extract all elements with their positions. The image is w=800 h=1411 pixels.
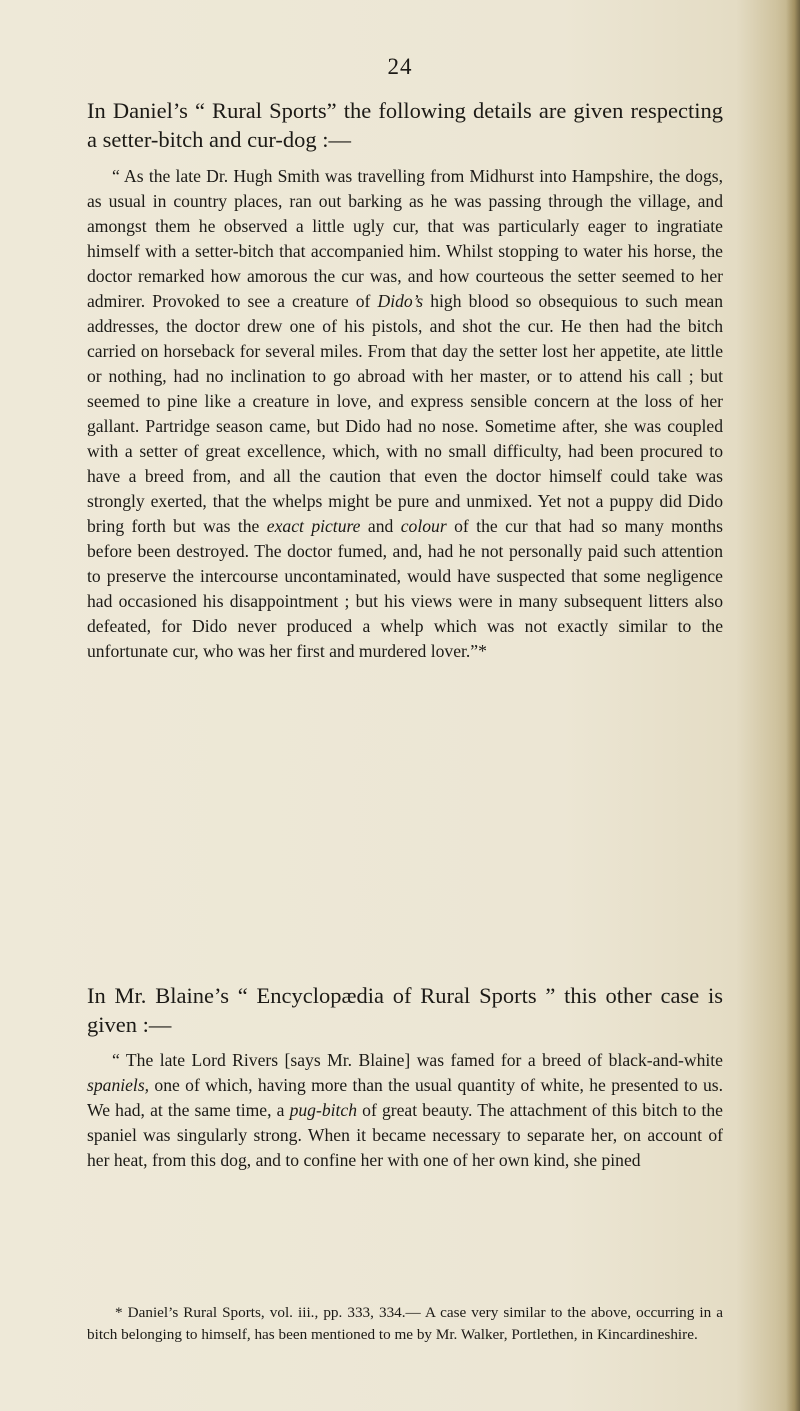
footnote: * Daniel’s Rural Sports, vol. iii., pp. 333, 334.— A case very similar to the above, occurring in a bitch belonging to himself, has been mentioned to me by Mr. Walker, Portlethen, in Kincardineshire. bbox=[87, 1304, 723, 1343]
quote-text: and bbox=[360, 516, 401, 536]
quote-text: of the cur that had so many months before been destroyed. The doctor fumed, and, had he not personally paid such attention to preserve the intercourse uncontaminated, would have suspected that some negligence had occasioned his disappointment ; but his views were in many subsequent litters also defeated, for Dido never produced a whelp which was not exactly similar to the unfortunate cur, who was her first and murdered lover.”* bbox=[87, 516, 723, 661]
quote-italic-text: pug-bitch bbox=[289, 1100, 358, 1120]
quote-italic-text: colour bbox=[400, 516, 447, 536]
quote-text: “ As the late Dr. Hugh Smith was travelling from Midhurst into Hampshire, the dogs, as usual in country places, ran out barking as he was passing through the village, and amongst them he observed a little ugly cur, that was particularly eager to ingratiate himself with a setter-bitch that accompanied him. Whilst stopping to water his horse, the doctor remarked how amorous the cur was, and how courteous the setter seemed to her admirer. Provoked to see a creature of bbox=[87, 166, 723, 311]
intro-paragraph-daniel: In Daniel’s “ Rural Sports” the following details are given respecting a setter-bitch and cur-dog :— bbox=[87, 98, 723, 152]
quote-text: “ The late Lord Rivers [says Mr. Blaine] was famed for a breed of black-and-white bbox=[112, 1050, 723, 1070]
quote-text: of great beauty. The attachment of this bitch to the spaniel was singularly strong. When it became necessary to separate her, on account of her heat, from this dog, and to confine her with one of her own kind, she pined bbox=[87, 1100, 723, 1170]
quote-italic-text: spaniels, bbox=[87, 1075, 150, 1095]
quote-paragraph-rivers bbox=[87, 1048, 723, 1173]
page-number: 24 bbox=[387, 54, 413, 79]
intro-paragraph-blaine: In Mr. Blaine’s “ Encyclopædia of Rural Sports ” this other case is given :— bbox=[87, 983, 723, 1037]
quote-italic-text: exact picture bbox=[266, 516, 361, 536]
quote-paragraph-dido bbox=[87, 164, 723, 664]
quote-italic-text: Dido’s bbox=[377, 291, 424, 311]
quote-text: high blood so obsequious to such mean addresses, the doctor drew one of his pistols, and shot the cur. He then had the bitch carried on horseback for several miles. From that day the setter lost her appetite, ate little or nothing, had no inclination to go abroad with her master, or to attend his call ; but seemed to pine like a creature in love, and express sensible concern at the loss of her gallant. Partridge season came, but Dido had no nose. Sometime after, she was coupled with a setter of great excellence, which, with no small difficulty, had been procured to have a breed from, and all the caution that even the doctor himself could take was strongly exerted, that the whelps might be pure and unmixed. Yet not a puppy did Dido bring forth but was the bbox=[87, 291, 723, 536]
quote-text: one of which, having more than the usual quantity of white, he presented to us. We had, at the same time, a bbox=[87, 1075, 723, 1120]
page-edge-shadow bbox=[786, 0, 800, 1411]
